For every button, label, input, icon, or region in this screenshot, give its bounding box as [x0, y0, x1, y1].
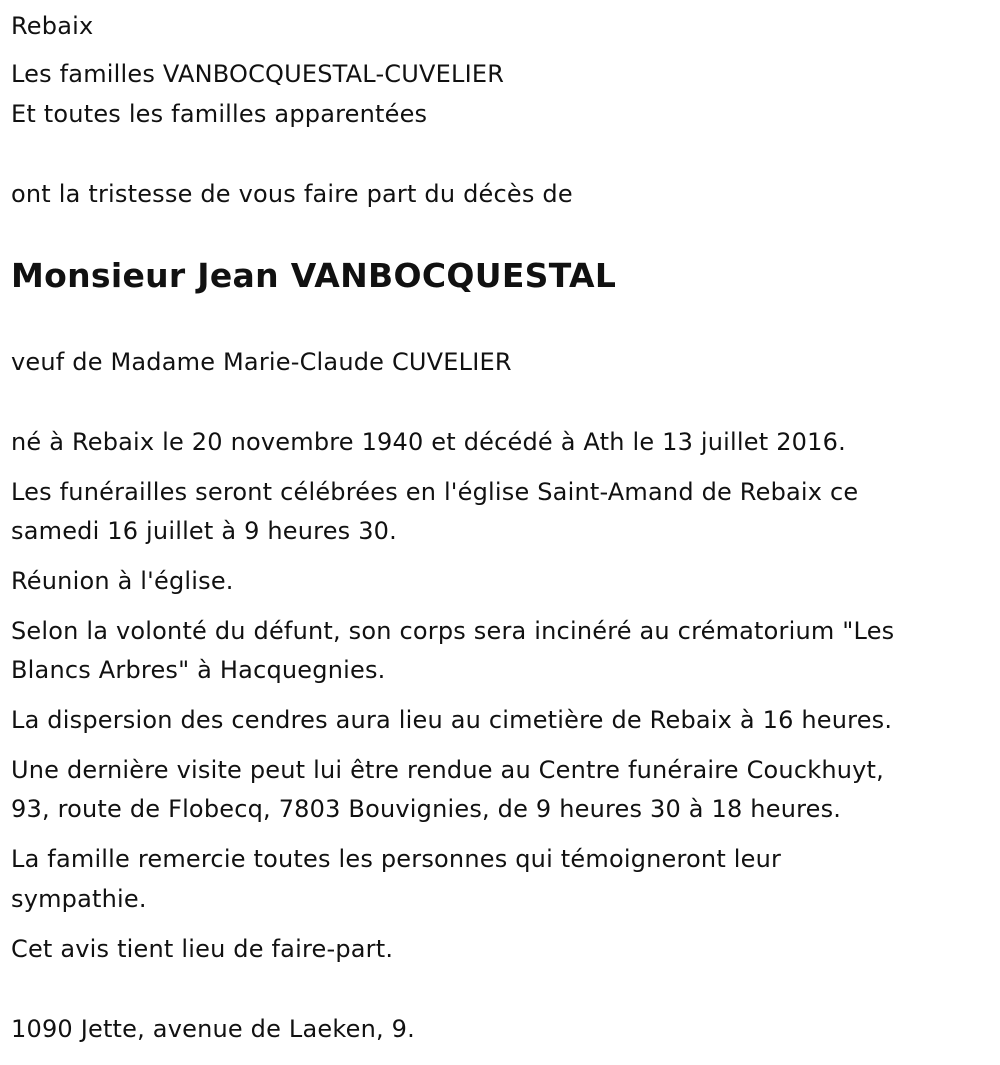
- notice-statement: Cet avis tient lieu de faire-part.: [11, 935, 394, 963]
- birth-death-text: né à Rebaix le 20 novembre 1940 et décédé à Ath le 13 juillet 2016.: [11, 428, 846, 456]
- families-line-1: Les familles VANBOCQUESTAL-CUVELIER: [11, 60, 505, 88]
- place-heading: Rebaix: [11, 12, 94, 40]
- thanks-line-1: La famille remercie toutes les personnes qui témoigneront leur: [11, 845, 782, 873]
- families-line-2: Et toutes les familles apparentées: [11, 100, 428, 128]
- address-text: 1090 Jette, avenue de Laeken, 9.: [11, 1015, 415, 1043]
- announcement-text: ont la tristesse de vous faire part du décès de: [11, 180, 573, 208]
- deceased-name: Monsieur Jean VANBOCQUESTAL: [11, 256, 617, 295]
- ashes-text: La dispersion des cendres aura lieu au cimetière de Rebaix à 16 heures.: [11, 706, 893, 734]
- cremation-line-2: Blancs Arbres" à Hacquegnies.: [11, 656, 386, 684]
- widow-of-text: veuf de Madame Marie-Claude CUVELIER: [11, 348, 512, 376]
- visit-line-1: Une dernière visite peut lui être rendue au Centre funéraire Couckhuyt,: [11, 756, 884, 784]
- funeral-line-2: samedi 16 juillet à 9 heures 30.: [11, 517, 397, 545]
- visit-line-2: 93, route de Flobecq, 7803 Bouvignies, de 9 heures 30 à 18 heures.: [11, 795, 842, 823]
- funeral-line-1: Les funérailles seront célébrées en l'église Saint-Amand de Rebaix ce: [11, 478, 859, 506]
- meeting-text: Réunion à l'église.: [11, 567, 234, 595]
- thanks-line-2: sympathie.: [11, 885, 147, 913]
- cremation-line-1: Selon la volonté du défunt, son corps sera incinéré au crématorium "Les: [11, 617, 895, 645]
